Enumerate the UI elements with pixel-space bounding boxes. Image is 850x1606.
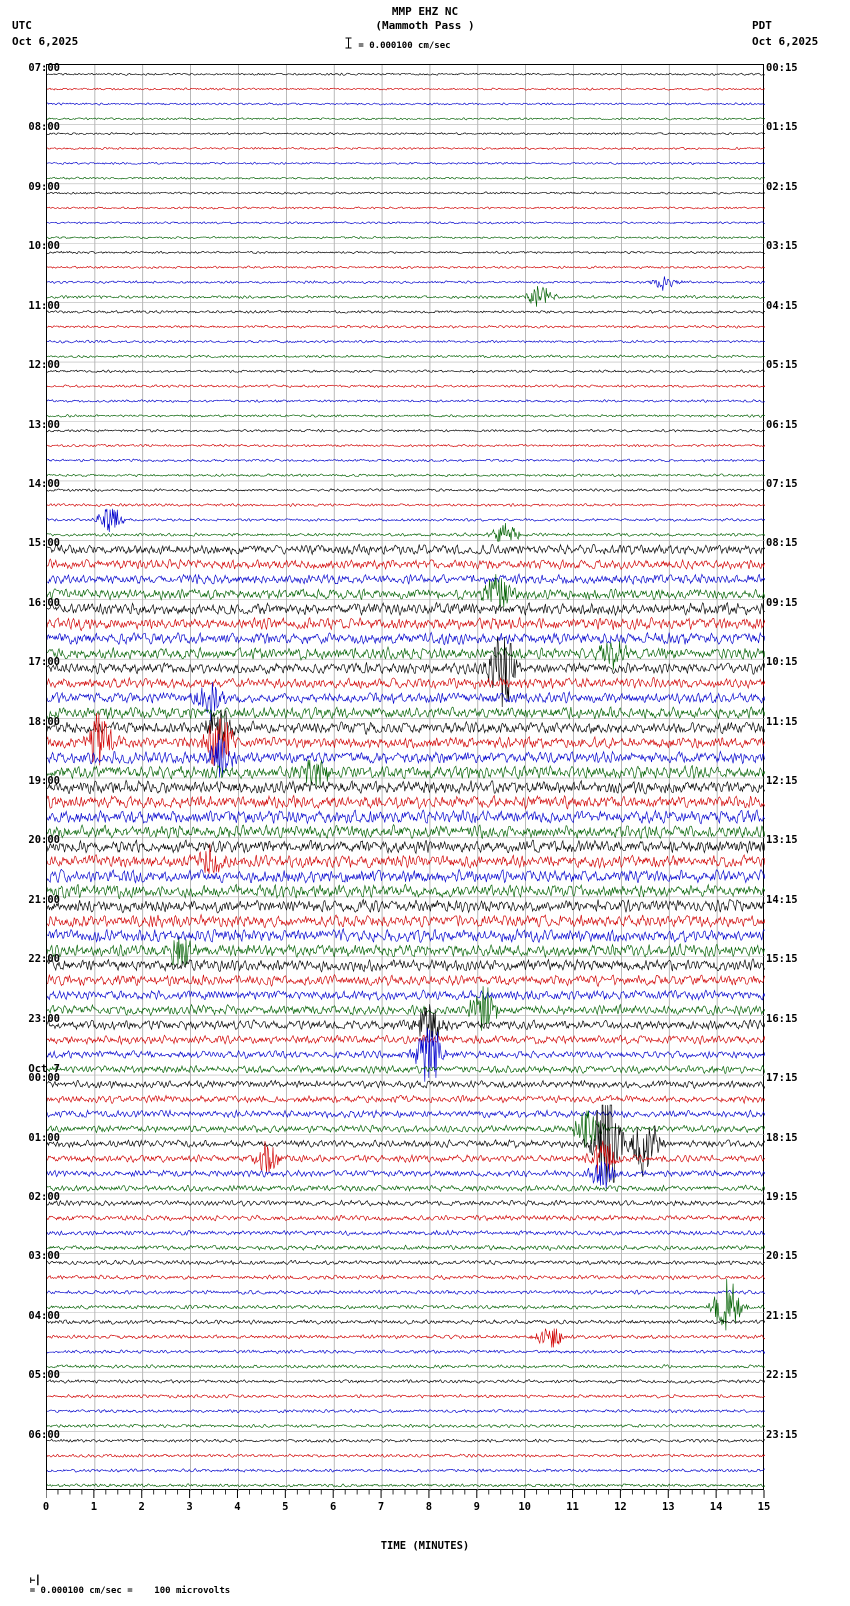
trace-line — [47, 1469, 765, 1472]
hour-label-utc: 06:00 — [28, 1428, 60, 1441]
x-tick-label: 0 — [42, 1501, 50, 1513]
trace-line — [47, 636, 765, 707]
x-tick-label: 12 — [614, 1501, 627, 1513]
trace-line — [47, 710, 765, 745]
x-tick-label: 3 — [186, 1501, 193, 1513]
trace-line — [47, 1380, 765, 1384]
trace-line — [47, 1230, 765, 1235]
trace-line — [47, 1394, 765, 1398]
trace-line — [47, 1279, 765, 1331]
hour-label-utc: 16:00 — [28, 596, 60, 609]
trace-line — [47, 1365, 765, 1369]
hour-label-pdt: 21:15 — [766, 1309, 798, 1322]
trace-line — [47, 1454, 765, 1457]
trace-line — [47, 355, 765, 358]
hour-label-utc: 03:00 — [28, 1250, 60, 1263]
trace-line — [47, 810, 765, 824]
scale-value-label: = 0.000100 cm/sec — [358, 41, 451, 51]
x-tick-label: 9 — [473, 1501, 480, 1513]
trace-line — [47, 222, 765, 224]
hour-label-pdt: 10:15 — [766, 656, 798, 669]
trace-line — [47, 1105, 765, 1182]
trace-line — [47, 990, 765, 1000]
header-right-timezone-block — [752, 18, 838, 50]
trace-line — [47, 276, 765, 290]
trace-line — [47, 523, 765, 542]
trace-line — [47, 641, 765, 670]
trace-line — [47, 1290, 765, 1294]
hour-label-pdt: 14:15 — [766, 893, 798, 906]
trace-line — [47, 884, 765, 898]
trace-line — [47, 1110, 765, 1118]
trace-line — [47, 509, 765, 532]
hour-label-pdt: 18:15 — [766, 1131, 798, 1144]
hour-label-utc: 11:00 — [28, 299, 60, 312]
trace-line — [47, 1260, 765, 1265]
hour-label-pdt: 23:15 — [766, 1428, 798, 1441]
hour-label-pdt: 17:15 — [766, 1072, 798, 1085]
trace-line — [47, 760, 765, 787]
trace-line — [47, 544, 765, 555]
hour-label-pdt: 11:15 — [766, 715, 798, 728]
trace-line — [47, 1185, 765, 1191]
x-tick-label: 13 — [661, 1501, 675, 1513]
hour-label-utc: 08:00 — [28, 121, 60, 134]
scale-bar-svg — [345, 37, 352, 49]
trace-line — [47, 929, 765, 943]
hour-label-utc: 13:00 — [28, 418, 60, 431]
trace-line — [47, 192, 765, 194]
trace-line — [47, 1095, 765, 1103]
trace-line — [47, 1409, 765, 1412]
hour-label-utc: 04:00 — [28, 1309, 60, 1322]
trace-line — [47, 780, 765, 794]
trace-line — [47, 103, 765, 105]
hour-label-utc: 05:00 — [28, 1369, 60, 1382]
trace-line — [47, 73, 765, 75]
x-tick-label: 4 — [234, 1501, 241, 1513]
trace-line — [47, 617, 765, 630]
trace-line — [47, 504, 765, 507]
trace-line — [47, 840, 765, 853]
date-change-label: Oct 7 — [28, 1063, 60, 1076]
trace-line — [47, 474, 765, 477]
trace-line — [47, 1161, 765, 1188]
x-axis-title: TIME (MINUTES) — [380, 1540, 470, 1552]
trace-line — [47, 429, 765, 432]
x-tick-label: 7 — [377, 1501, 385, 1513]
trace-line — [47, 489, 765, 492]
vertical-bar-icon — [344, 37, 353, 52]
trace-line — [47, 147, 765, 149]
hour-label-utc: 01:00 — [28, 1131, 60, 1144]
trace-line — [47, 266, 765, 269]
trace-line — [47, 251, 765, 253]
hour-label-utc: 12:00 — [28, 359, 60, 372]
trace-line — [47, 118, 765, 120]
right-timezone-label: PDT — [752, 19, 772, 32]
hour-label-utc: 15:00 — [28, 537, 60, 550]
trace-line — [47, 825, 765, 839]
hour-label-utc: 07:00 — [28, 62, 60, 74]
x-tick-label: 10 — [518, 1501, 531, 1513]
x-tick-label: 11 — [566, 1501, 579, 1513]
trace-line — [47, 1424, 765, 1428]
hour-label-pdt: 16:15 — [766, 1012, 798, 1025]
hour-label-pdt: 09:15 — [766, 596, 798, 609]
hour-label-utc: 10:00 — [28, 240, 60, 253]
trace-line — [47, 236, 765, 238]
hour-label-pdt: 02:15 — [766, 180, 798, 193]
trace-line — [47, 574, 765, 584]
x-tick-label: 2 — [138, 1501, 145, 1513]
trace-line — [47, 1215, 765, 1221]
trace-line — [47, 915, 765, 928]
trace-line — [47, 1245, 765, 1250]
trace-line — [47, 1350, 765, 1354]
x-tick-label: 1 — [90, 1501, 98, 1513]
hour-label-pdt: 04:15 — [766, 299, 798, 312]
trace-line — [47, 459, 765, 462]
trace-line — [47, 1329, 765, 1348]
footer-bar-icon: ⊢┃ — [29, 1576, 41, 1586]
trace-line — [47, 177, 765, 179]
trace-line — [47, 1081, 765, 1089]
hour-label-utc: 23:00 — [28, 1012, 60, 1025]
scale-legend — [344, 38, 451, 53]
hour-label-pdt: 13:15 — [766, 834, 798, 847]
trace-line — [47, 1200, 765, 1206]
hour-label-pdt: 20:15 — [766, 1250, 798, 1263]
trace-line — [47, 869, 765, 883]
station-title-block — [0, 5, 850, 33]
hour-label-pdt: 22:15 — [766, 1369, 798, 1382]
trace-line — [47, 682, 765, 721]
hour-label-utc: 17:00 — [28, 656, 60, 669]
hour-label-pdt: 15:15 — [766, 953, 798, 966]
trace-line — [47, 310, 765, 313]
trace-line — [47, 1439, 765, 1442]
x-tick-label: 15 — [757, 1501, 771, 1513]
hour-label-utc: 14:00 — [28, 477, 60, 490]
x-tick-label: 5 — [282, 1501, 289, 1513]
seismogram-plot — [46, 64, 764, 1490]
x-tick-label: 8 — [425, 1501, 433, 1513]
trace-line — [47, 1275, 765, 1280]
hour-label-pdt: 08:15 — [766, 537, 798, 550]
hour-label-pdt: 06:15 — [766, 418, 798, 431]
trace-line — [47, 325, 765, 328]
trace-line — [47, 370, 765, 373]
trace-line — [47, 633, 765, 645]
trace-line — [47, 713, 765, 765]
hour-label-pdt: 07:15 — [766, 477, 798, 490]
hour-label-utc: 00:00 — [28, 1072, 60, 1085]
hour-label-utc: 19:00 — [28, 775, 60, 787]
trace-line — [47, 1066, 765, 1074]
trace-line — [47, 88, 765, 90]
trace-line — [47, 133, 765, 135]
x-tick-label: 14 — [709, 1501, 723, 1513]
trace-line — [47, 975, 765, 987]
hour-label-utc: 21:00 — [28, 893, 60, 906]
trace-line — [47, 899, 765, 913]
trace-line — [47, 959, 765, 972]
trace-line — [47, 385, 765, 388]
trace-line — [47, 286, 765, 307]
trace-line — [47, 574, 765, 608]
station-name-label: (Mammoth Pass ) — [375, 19, 475, 32]
right-date-label: Oct 6,2025 — [752, 35, 819, 48]
hour-label-pdt: 03:15 — [766, 240, 798, 253]
trace-line — [47, 559, 765, 569]
hour-label-pdt: 01:15 — [766, 121, 798, 134]
x-tick-label: 6 — [330, 1501, 337, 1513]
trace-line — [47, 1035, 765, 1044]
trace-line — [47, 400, 765, 403]
station-code-label: MMP EHZ NC — [391, 5, 459, 18]
trace-line — [47, 603, 765, 616]
footer-scale-note — [8, 1566, 230, 1606]
hour-label-utc: 22:00 — [28, 953, 60, 966]
trace-line — [47, 415, 765, 418]
trace-line — [47, 444, 765, 447]
trace-line — [47, 162, 765, 164]
trace-line — [47, 1484, 765, 1487]
left-timezone-label: UTC — [12, 19, 32, 32]
hour-label-pdt: 05:15 — [766, 359, 798, 372]
hour-label-pdt: 12:15 — [766, 775, 798, 787]
trace-line — [47, 1320, 765, 1325]
trace-line — [47, 707, 765, 719]
hour-label-pdt: 19:15 — [766, 1190, 798, 1203]
trace-line — [47, 340, 765, 343]
footer-scale-label: = 0.000100 cm/sec = 100 microvolts — [29, 1586, 231, 1596]
trace-line — [47, 796, 765, 809]
hour-label-utc: 09:00 — [28, 180, 60, 193]
trace-line — [47, 678, 765, 689]
trace-line — [47, 1028, 765, 1082]
hour-label-utc: 18:00 — [28, 715, 60, 728]
trace-line — [47, 207, 765, 209]
hour-label-pdt: 00:15 — [766, 62, 798, 74]
left-date-label: Oct 6,2025 — [12, 35, 79, 48]
hour-label-utc: 02:00 — [28, 1190, 60, 1203]
seismogram-svg — [47, 65, 765, 1491]
hour-label-utc: 20:00 — [28, 834, 60, 847]
